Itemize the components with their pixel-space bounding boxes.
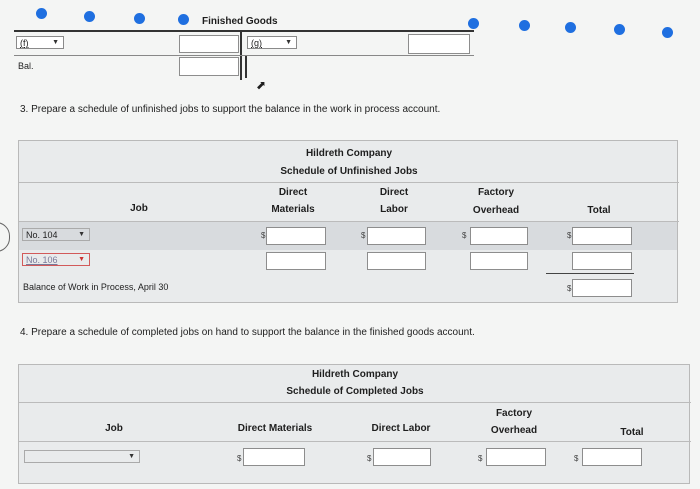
entry-f-amount-input[interactable] [179, 35, 239, 53]
row-2-factory-overhead-input[interactable] [470, 252, 528, 270]
q4-col-foh-line1: Factory [495, 408, 533, 419]
mouse-cursor-icon: ⬈ [256, 78, 267, 92]
job-select-row-1[interactable] [22, 228, 90, 241]
entry-g-select[interactable] [247, 36, 297, 49]
chevron-down-icon: ▼ [52, 39, 59, 46]
t-account-title: Finished Goods [202, 16, 278, 27]
chevron-down-icon: ▼ [78, 231, 85, 238]
q4-col-foh-line2: Overhead [490, 425, 538, 436]
currency-symbol: $ [462, 231, 467, 240]
completed-direct-materials-input[interactable] [243, 448, 305, 466]
chevron-down-icon: ▼ [285, 39, 292, 46]
row-1-factory-overhead-input[interactable] [470, 227, 528, 245]
q4-col-dm: Direct Materials [237, 423, 313, 434]
q3-prompt: 3. Prepare a schedule of unfinished jobs to support the balance in the work in process account. [20, 104, 441, 115]
q3-col-dl-line2: Labor [380, 204, 408, 215]
job-select-value: No. 104 [26, 230, 58, 240]
completed-total-input[interactable] [582, 448, 642, 466]
q3-col-dm-line1: Direct [278, 187, 308, 198]
balance-right-bar [245, 56, 247, 78]
job-select-value: No. 106 [26, 255, 58, 265]
chevron-down-icon: ▼ [128, 453, 135, 460]
completed-job-select[interactable] [24, 450, 140, 463]
unfinished-jobs-table [18, 140, 678, 303]
row-2-total-input[interactable] [572, 252, 632, 270]
table-row [19, 222, 677, 250]
table-row [19, 442, 689, 472]
progress-dot-9 [662, 27, 673, 38]
progress-dot-3 [134, 13, 145, 24]
progress-dot-6 [519, 20, 530, 31]
entry-f-label: (f) [20, 38, 29, 48]
balance-wip-total-input[interactable] [572, 279, 632, 297]
completed-jobs-table [18, 364, 690, 484]
q3-col-foh-line2: Overhead [472, 205, 520, 216]
q3-company-name: Hildreth Company [305, 148, 393, 159]
currency-symbol: $ [367, 454, 372, 463]
currency-symbol: $ [478, 454, 483, 463]
q3-col-dl-line1: Direct [379, 187, 409, 198]
row-2-direct-labor-input[interactable] [367, 252, 426, 270]
currency-symbol: $ [567, 284, 572, 293]
balance-wip-label: Balance of Work in Process, April 30 [23, 282, 169, 292]
q3-col-total: Total [587, 205, 611, 216]
entry-g-label: (g) [251, 38, 262, 48]
q4-col-dl: Direct Labor [371, 423, 431, 434]
t-account-bottom-rule [14, 55, 474, 56]
row-1-direct-labor-input[interactable] [367, 227, 426, 245]
row-1-direct-materials-input[interactable] [266, 227, 326, 245]
currency-symbol: $ [361, 231, 366, 240]
currency-symbol: $ [567, 231, 572, 240]
currency-symbol: $ [261, 231, 266, 240]
balance-label: Bal. [18, 61, 34, 71]
q3-col-foh-line1: Factory [477, 187, 515, 198]
progress-dot-8 [614, 24, 625, 35]
q3-col-job: Job [130, 203, 148, 214]
q4-schedule-title: Schedule of Completed Jobs [286, 386, 424, 397]
completed-direct-labor-input[interactable] [373, 448, 431, 466]
job-select-row-2[interactable] [22, 253, 90, 266]
row-1-total-input[interactable] [572, 227, 632, 245]
entry-f-select[interactable] [16, 36, 64, 49]
currency-symbol: $ [237, 454, 242, 463]
q4-company-name: Hildreth Company [311, 369, 399, 380]
completed-factory-overhead-input[interactable] [486, 448, 546, 466]
q4-col-total: Total [620, 427, 644, 438]
progress-dot-2 [84, 11, 95, 22]
t-account-top-rule [14, 30, 474, 32]
q4-prompt: 4. Prepare a schedule of completed jobs on hand to support the balance in the finished goods account. [20, 327, 475, 338]
progress-dot-1 [36, 8, 47, 19]
row-2-direct-materials-input[interactable] [266, 252, 326, 270]
selection-marker [0, 222, 10, 252]
q3-header-divider-1 [19, 182, 679, 183]
q4-col-job: Job [105, 423, 123, 434]
q3-schedule-title: Schedule of Unfinished Jobs [280, 166, 418, 177]
q4-header-divider-1 [19, 402, 691, 403]
q3-col-dm-line2: Materials [271, 204, 315, 215]
progress-dot-7 [565, 22, 576, 33]
progress-dot-4 [178, 14, 189, 25]
currency-symbol: $ [574, 454, 579, 463]
progress-dot-5 [468, 18, 479, 29]
balance-debit-input[interactable] [179, 57, 239, 76]
total-underline [546, 273, 634, 274]
table-row [19, 250, 677, 275]
entry-g-amount-input[interactable] [408, 34, 470, 54]
chevron-down-icon: ▼ [78, 256, 85, 263]
